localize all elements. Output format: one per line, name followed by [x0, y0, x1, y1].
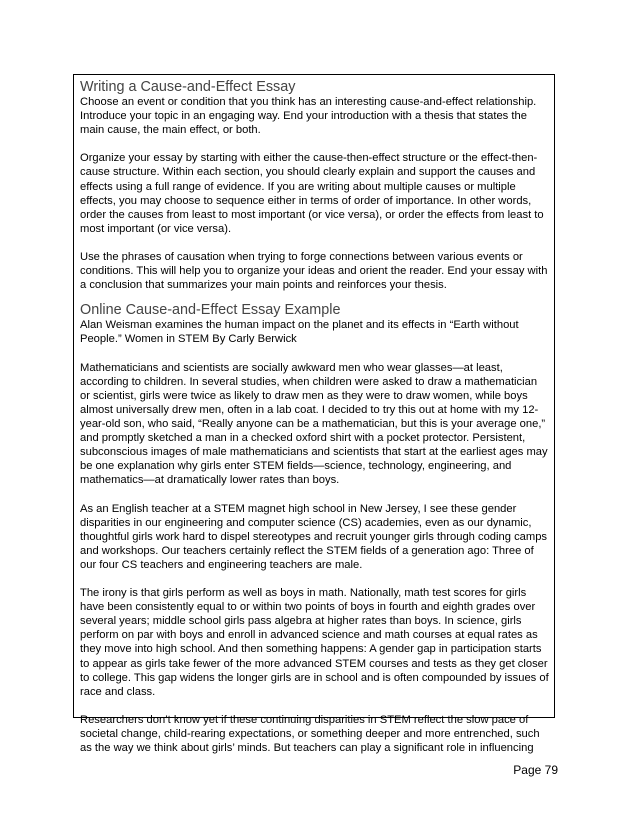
paragraph: Use the phrases of causation when trying to forge connections between various events or conditions. This will help you to organize your ideas and orient the reader. End your essay with a conclusion that summarizes your main points and reinforces your thesis. — [80, 251, 548, 292]
paragraph: Choose an event or condition that you think has an interesting cause-and-effect relationship. Introduce your topic in an engaging way. End your introduction with a thesis that states the main cause, the main effect, or both. — [80, 96, 537, 137]
section-heading-example: Online Cause-and-Effect Essay Example — [80, 302, 341, 319]
paragraph: Mathematicians and scientists are socially awkward men who wear glasses—at least, according to children. In several studies, when children were asked to draw a mathematician or scientist, girls were twice as likely to draw men as they were to draw women, while boys almost universally drew men, often in a lab coat. I decided to try this out at home with my 12-year-old son, who said, “Really anyone can be a mathematician, but this is your average one,” and promptly sketched a man in a checked oxford shirt with a pocket protector. Persistent, subconscious images of male mathematicians and scientists that start at the earliest ages may be one explanation why girls enter STEM fields—science, technology, engineering, and mathematics—at dramatically lower rates than boys. — [80, 361, 548, 487]
paragraph: The irony is that girls perform as well as boys in math. Nationally, math test scores for girls have been consistently equal to or within two points of boys in fourth and eighth grades over several years; middle school girls pass algebra at higher rates than boys. In science, girls perform on par with boys and enroll in advanced science and math courses at equal rates as they move into high school. And then something happens: A gender gap in participation starts to appear as girls take fewer of the more advanced STEM courses and tests as they get closer to college. This gap widens the longer girls are in school and is often compounded by issues of race and class. — [80, 587, 549, 698]
intro-paragraph: Alan Weisman examines the human impact on the planet and its effects in “Earth without People.” Women in STEM By Carly Berwick — [80, 319, 519, 346]
paragraph: Organize your essay by starting with either the cause-then-effect structure or the effect-then-cause structure. Within each section, you should clearly explain and support the causes and effects using a full range of evidence. If you are writing about multiple causes or multiple effects, you may choose to sequence either in terms of order of importance. In other words, order the causes from least to most important (or vice versa), or order the effects from least to most important (or vice versa). — [80, 152, 544, 235]
page-number: Page 79 — [513, 763, 558, 777]
paragraph: As an English teacher at a STEM magnet high school in New Jersey, I see these gender disparities in our engineering and computer science (CS) academies, even as our dynamic, thoughtful girls work hard to dispel stereotypes and recruit younger girls through coding camps and workshops. Our teachers certainly reflect the STEM fields of a generation ago: Three of our four CS teachers and engineering teachers are male. — [80, 502, 548, 571]
content-frame — [73, 74, 555, 755]
paragraph: Researchers don’t know yet if these continuing disparities in STEM reflect the slow pace of societal change, child-rearing expectations, or something deeper and more entrenched, such as the way we think about girls’ minds. But teachers can play a significant role in influencing — [80, 713, 540, 755]
section-heading-writing: Writing a Cause-and-Effect Essay — [80, 79, 296, 95]
